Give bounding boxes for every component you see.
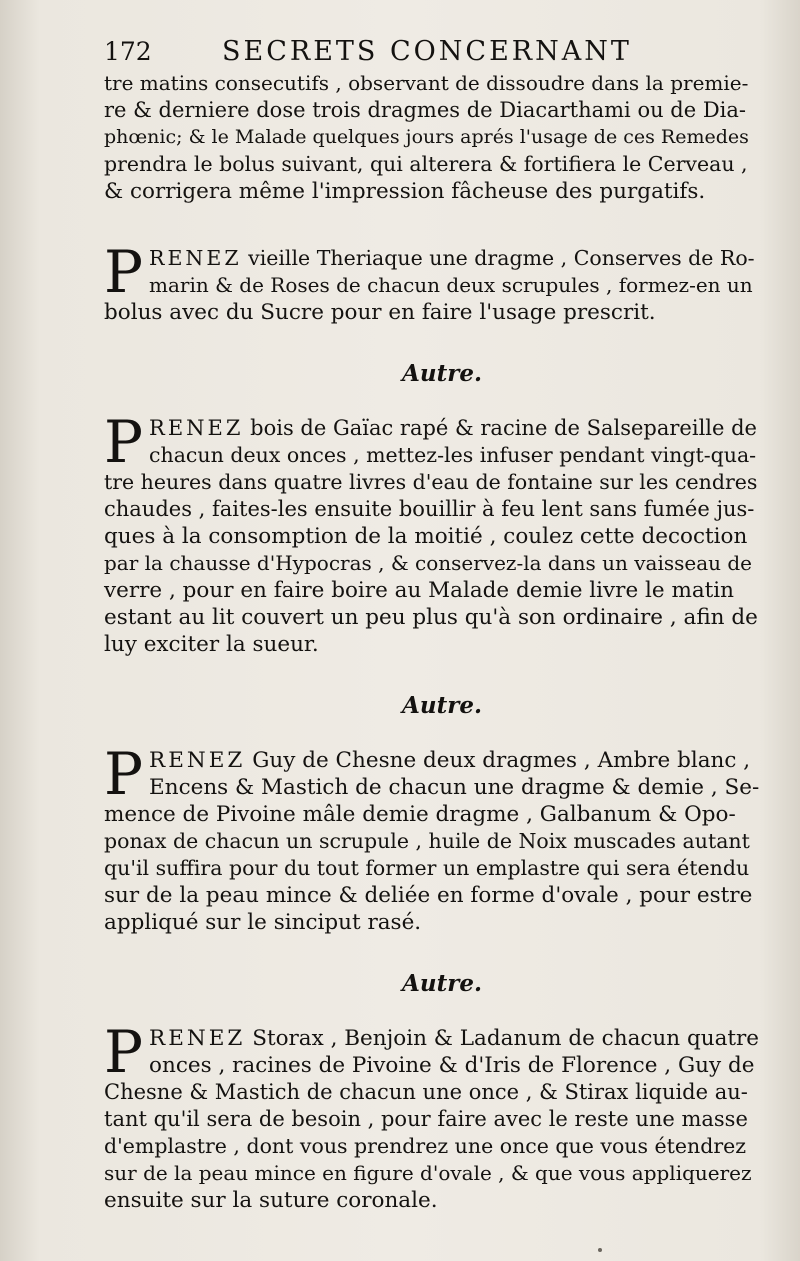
- recipe-paragraph: [104, 238, 760, 326]
- text-line: onces , racines de Pivoine & d'Iris de Florence , Guy de: [149, 1053, 755, 1078]
- text-line: bolus avec du Sucre pour en faire l'usage prescrit.: [104, 300, 656, 325]
- text-line: vieille Theriaque une dragme , Conserves de Ro-: [248, 246, 755, 270]
- text-line: appliqué sur le sinciput rasé.: [104, 910, 422, 935]
- text-line: Chesne & Mastich de chacun une once , & Stirax liquide au-: [104, 1080, 748, 1104]
- text-line: mence de Pivoine mâle demie dragme , Galbanum & Opo-: [104, 802, 736, 827]
- ink-speck: [598, 1248, 602, 1252]
- section-heading: Autre.: [402, 970, 482, 997]
- text-line: par la chausse d'Hypocras , & conservez-la dans un vaisseau de: [104, 551, 753, 575]
- text-line: re & derniere dose trois dragmes de Diacarthami ou de Dia-: [104, 98, 747, 122]
- text-line: marin & de Roses de chacun deux scrupules , formez-en un: [149, 273, 753, 297]
- text-line: Encens & Mastich de chacun une dragme & demie , Se-: [149, 775, 760, 800]
- page-header: [104, 36, 760, 70]
- text-line: ponax de chacun un scrupule , huile de Noix muscades autant: [104, 829, 750, 853]
- drop-cap: P: [104, 1018, 144, 1086]
- continuation-paragraph: [104, 70, 760, 205]
- text-line: qu'il suffira pour du tout former un emplastre qui sera étendu: [104, 856, 750, 880]
- text-line: estant au lit couvert un peu plus qu'à son ordinaire , afin de: [104, 605, 758, 630]
- text-line: ques à la consomption de la moitié , coulez cette decoction: [104, 524, 748, 549]
- drop-cap: P: [104, 740, 144, 808]
- text-line: tre matins consecutifs , observant de dissoudre dans la premie-: [104, 71, 749, 95]
- drop-cap: P: [104, 238, 144, 306]
- text-line: d'emplastre , dont vous prendrez une once que vous étendrez: [104, 1134, 747, 1158]
- running-title: SECRETS CONCERNANT: [222, 36, 632, 67]
- text-line: Storax , Benjoin & Ladanum de chacun quatre: [252, 1026, 760, 1051]
- text-line: sur de la peau mince & deliée en forme d'ovale , pour estre: [104, 883, 753, 908]
- text-line: verre , pour en faire boire au Malade demie livre le matin: [104, 578, 735, 603]
- text-line: & corrigera même l'impression fâcheuse des purgatifs.: [104, 179, 706, 204]
- page-number: 172: [104, 37, 152, 66]
- text-line: chacun deux onces , mettez-les infuser pendant vingt-qua-: [149, 443, 757, 467]
- section-heading: Autre.: [402, 692, 482, 719]
- text-line: luy exciter la sueur.: [104, 632, 319, 657]
- text-line: sur de la peau mince en figure d'ovale , & que vous appliquerez: [104, 1161, 752, 1185]
- text-line: tant qu'il sera de besoin , pour faire avec le reste une masse: [104, 1107, 748, 1131]
- text-line: ensuite sur la suture coronale.: [104, 1188, 438, 1213]
- recipe-lead-word: RENEZ: [149, 246, 242, 270]
- text-line: bois de Gaïac rapé & racine de Salsepareille de: [250, 416, 757, 440]
- recipe-paragraph: [104, 408, 760, 658]
- recipe-lead-word: RENEZ: [149, 748, 246, 773]
- text-line: chaudes , faites-les ensuite bouillir à feu lent sans fumée jus-: [104, 497, 755, 521]
- text-line: tre heures dans quatre livres d'eau de fontaine sur les cendres: [104, 470, 758, 494]
- recipe-paragraph: [104, 740, 760, 936]
- recipe-lead-word: RENEZ: [149, 1026, 246, 1051]
- drop-cap: P: [104, 408, 144, 476]
- text-line: Guy de Chesne deux dragmes , Ambre blanc ,: [252, 748, 751, 773]
- section-heading: Autre.: [402, 360, 482, 387]
- recipe-lead-word: RENEZ: [149, 416, 244, 440]
- text-line: prendra le bolus suivant, qui alterera & fortifiera le Cerveau ,: [104, 152, 748, 176]
- recipe-paragraph: [104, 1018, 760, 1214]
- text-line: phœnic; & le Malade quelques jours aprés l'usage de ces Remedes: [104, 126, 749, 148]
